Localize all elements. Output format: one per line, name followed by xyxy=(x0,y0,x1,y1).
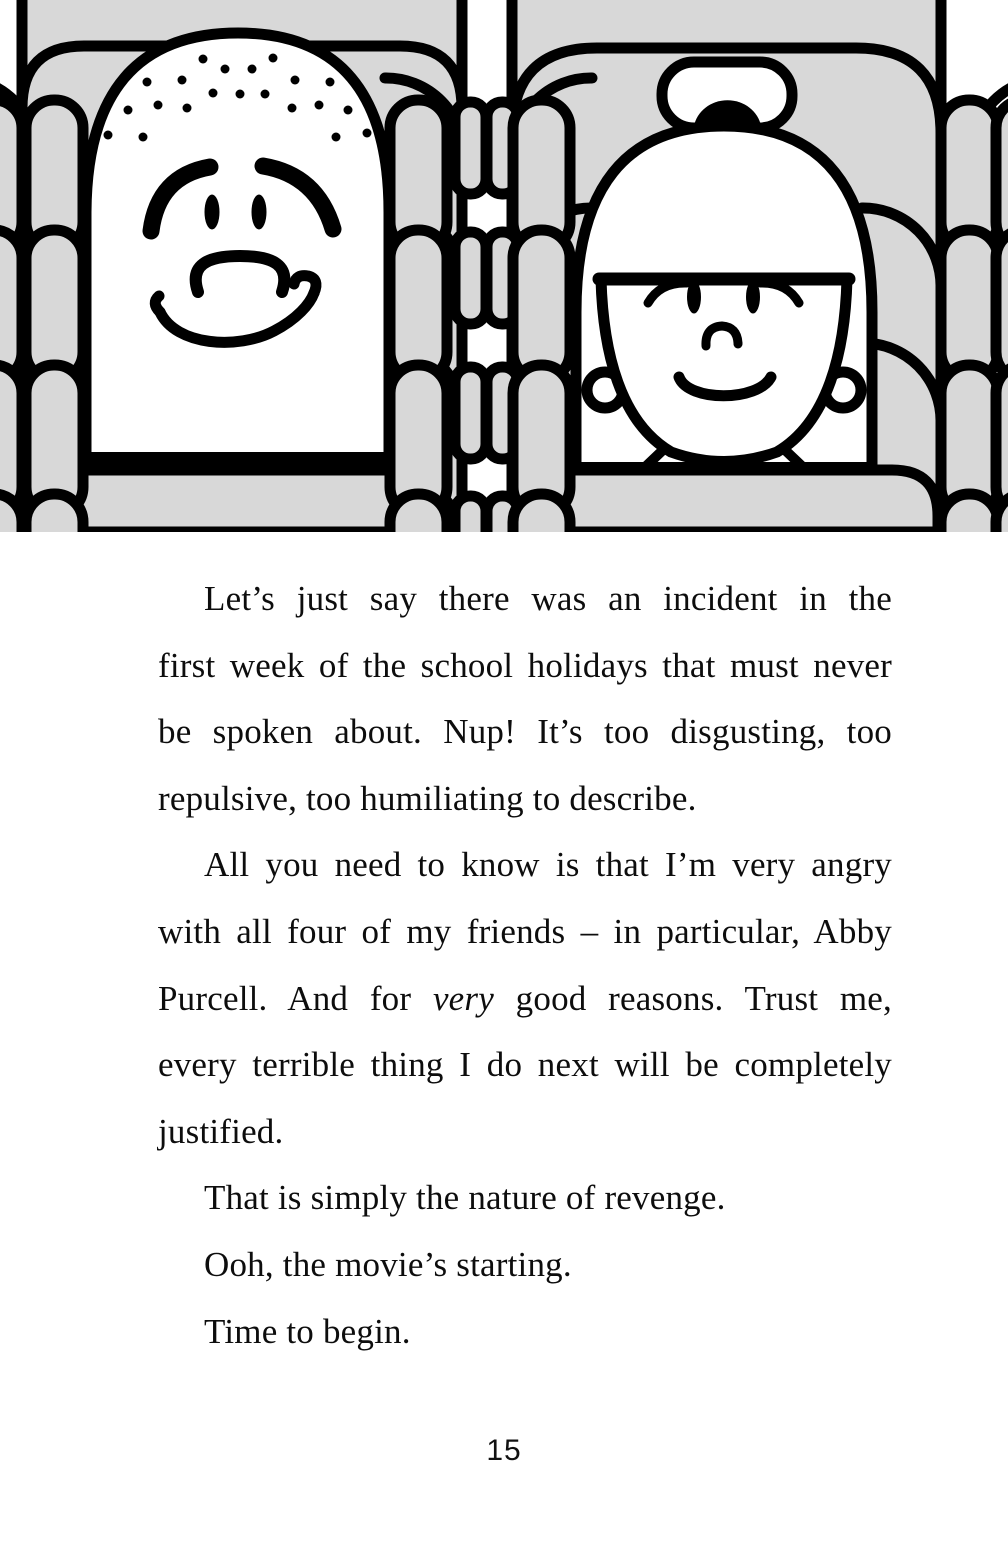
text-segment: Ooh, the movie’s starting. xyxy=(204,1244,572,1284)
cinema-scene-svg xyxy=(0,0,1008,532)
text-line xyxy=(158,1299,892,1366)
text-line xyxy=(158,566,892,633)
text-segment: good reasons. Trust me, xyxy=(493,978,892,1018)
text-line xyxy=(158,633,892,700)
text-line xyxy=(158,899,892,966)
text-segment: with all four of my friends – in particular, Abby xyxy=(158,911,892,951)
girl-left-eye xyxy=(687,281,701,314)
text-segment: All you need to know is that I’m very angry xyxy=(204,845,892,885)
text-segment: Let’s just say there was an incident in the xyxy=(204,579,892,618)
text-segment: first week of the school holidays that must never xyxy=(158,645,892,685)
emphasized-word: very xyxy=(432,978,494,1018)
text-segment: Time to begin. xyxy=(204,1311,411,1351)
text-line xyxy=(158,1165,892,1232)
cinema-scene-illustration xyxy=(0,0,1008,532)
text-line xyxy=(158,1232,892,1299)
story-text xyxy=(158,566,892,1365)
text-line xyxy=(158,699,892,766)
text-segment: Purcell. And for xyxy=(158,978,433,1018)
girl-right-eye xyxy=(746,281,760,314)
text-segment: That is simply the nature of revenge. xyxy=(204,1178,726,1218)
text-segment: be spoken about. Nup! It’s too disgusting, too xyxy=(158,712,892,752)
text-line xyxy=(158,1032,892,1099)
girl-hair-bun xyxy=(662,62,792,128)
text-line xyxy=(158,1099,892,1166)
text-segment: justified. xyxy=(158,1111,284,1151)
page-number: 15 xyxy=(486,1434,522,1467)
text-line xyxy=(158,966,892,1033)
text-line xyxy=(158,766,892,833)
man-character xyxy=(51,33,425,476)
text-segment: repulsive, too humiliating to describe. xyxy=(158,778,697,818)
man-right-eye xyxy=(252,195,267,230)
man-left-eye xyxy=(205,195,220,230)
text-line xyxy=(158,832,892,899)
text-segment: every terrible thing I do next will be completely xyxy=(158,1045,892,1085)
